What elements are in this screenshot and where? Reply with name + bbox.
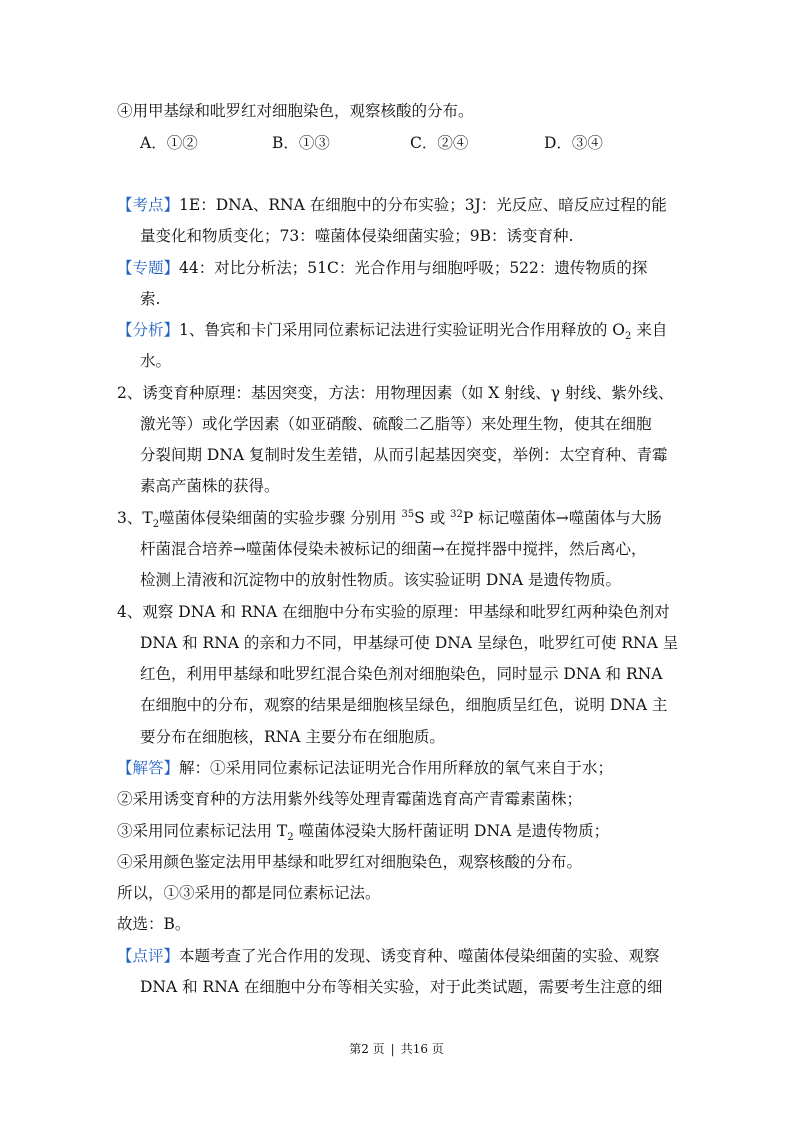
- jieda-line-6: 故选：B。: [117, 915, 191, 933]
- fenxi-p2-line-4: 素高产菌株的获得。: [140, 477, 280, 495]
- fenxi-line-1: 【分析】1、鲁宾和卡门采用同位素标记法进行实验证明光合作用释放的 $O_2$ 来自: [117, 321, 668, 343]
- option-a: A．①②: [140, 134, 198, 152]
- question-item-4: ④用甲基绿和吡罗红对细胞染色，观察核酸的分布。: [117, 102, 474, 120]
- jieda-line-4: ④采用颜色鉴定法用甲基绿和吡罗红对细胞染色，观察核酸的分布。: [117, 853, 583, 871]
- option-c: C．②④: [410, 134, 469, 152]
- footer-separator: |: [390, 1042, 395, 1056]
- fenxi-p4-line-4: 在细胞中的分布，观察的结果是细胞核呈绿色，细胞质呈红色，说明 DNA 主: [140, 696, 668, 714]
- jieda-line-3: ③采用同位素标记法用 $T_2$ 噬菌体浸染大肠杆菌证明 DNA 是遗传物质；: [117, 822, 610, 844]
- zhuanti-line-1: [117, 258, 647, 278]
- dianping-tag: 【点评】: [117, 947, 180, 965]
- dianping-line-1: 【点评】本题考查了光合作用的发现、诱变育种、噬菌体侵染细菌的实验、观察: [117, 947, 660, 965]
- option-b: B．①③: [272, 134, 330, 152]
- fenxi-p2-line-2: 激光等）或化学因素（如亚硝酸、硫酸二乙脂等）来处理生物，使其在细胞: [140, 415, 652, 433]
- fenxi-tag: 【分析】: [117, 321, 180, 339]
- fenxi-p3-line-2: 杆菌混合培养→噬菌体侵染未被标记的细菌→在搅拌器中搅拌，然后离心，: [140, 540, 647, 558]
- page-total: 共16 页: [400, 1042, 444, 1056]
- zhuanti-text: 44：对比分析法；51C：光合作用与细胞呼吸；522：遗传物质的探: [179, 259, 648, 277]
- page-footer: [0, 1041, 793, 1057]
- kaodian-line-2: 量变化和物质变化；73：噬菌体侵染细菌实验；9B：诱变育种.: [140, 227, 574, 245]
- jieda-tag: 【解答】: [117, 759, 180, 777]
- kaodian-line-1: [117, 195, 667, 215]
- zhuanti-line-2: 索.: [140, 290, 161, 308]
- fenxi-p2-line-1: 2、诱变育种原理：基因突变，方法：用物理因素（如 X 射线、γ 射线、紫外线、: [117, 384, 674, 402]
- fenxi-p3-line-3: 检测上清液和沉淀物中的放射性物质。该实验证明 DNA 是遗传物质。: [140, 571, 622, 589]
- fenxi-p4-line-1: 4、观察 DNA 和 RNA 在细胞中分布实验的原理：甲基绿和吡罗红两种染色剂对: [117, 603, 670, 621]
- fenxi-line-2: 水。: [140, 352, 172, 370]
- jieda-line-1: 【解答】解：①采用同位素标记法证明光合作用所释放的氧气来自于水；: [117, 759, 614, 777]
- fenxi-p4-line-5: 要分布在细胞核，RNA 主要分布在细胞质。: [140, 728, 445, 746]
- zhuanti-tag: 【专题】: [117, 259, 180, 277]
- fenxi-p2-line-3: 分裂间期 DNA 复制时发生差错，从而引起基因突变，举例：太空育种、青霉: [140, 446, 668, 464]
- fenxi-p3-line-1: 3、$T_2$噬菌体侵染细菌的实验步骤 分别用 $^{35}$S 或 $^{32}$P 标记噬菌体→噬菌体与大肠: [117, 508, 662, 531]
- fenxi-p4-line-3: 红色，利用甲基绿和吡罗红混合染色剂对细胞染色，同时显示 DNA 和 RNA: [140, 665, 663, 683]
- page-number: 第2 页: [349, 1042, 385, 1056]
- kaodian-tag: 【考点】: [117, 196, 180, 214]
- option-d: D．③④: [544, 134, 603, 152]
- jieda-line-5: 所以，①③采用的都是同位素标记法。: [117, 884, 381, 902]
- kaodian-text: 1E：DNA、RNA 在细胞中的分布实验；3J：光反应、暗反应过程的能: [179, 196, 667, 214]
- jieda-line-2: ②采用诱变育种的方法用紫外线等处理青霉菌选育高产青霉素菌株；: [117, 790, 583, 808]
- dianping-line-2: DNA 和 RNA 在细胞中分布等相关实验，对于此类试题，需要考生注意的细: [140, 978, 663, 996]
- fenxi-p4-line-2: DNA 和 RNA 的亲和力不同，甲基绿可使 DNA 呈绿色，吡罗红可使 RNA 呈: [140, 634, 679, 652]
